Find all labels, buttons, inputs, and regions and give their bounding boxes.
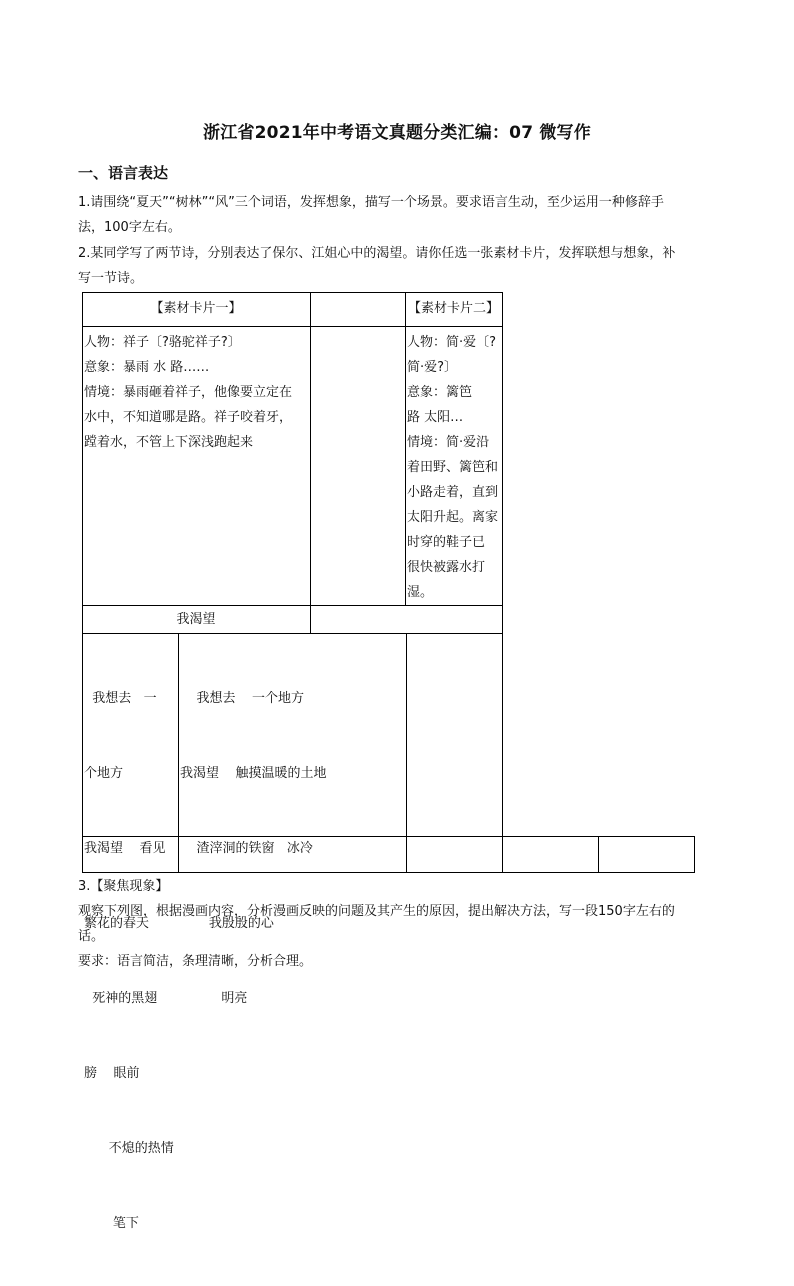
card2-line: 情境：简·爱沿: [407, 435, 490, 450]
question-1-line: 法，100字左右。: [78, 220, 181, 235]
poem2-line: 我渴望 触摸温暖的土地: [180, 766, 327, 781]
table-rule: [82, 836, 695, 837]
poem2-line: 明亮: [180, 991, 248, 1006]
card1-content: [84, 330, 292, 455]
table-rule: [82, 605, 503, 606]
card2-line: 路 太阳…: [407, 410, 464, 425]
card2-line: 人物：简·爱〔?: [407, 335, 497, 350]
card2-line: 小路走着，直到: [407, 485, 499, 500]
question-3-line: 观察下列图，根据漫画内容，分析漫画反映的问题及其产生的原因，提出解决方法，写一段150字左右的: [78, 904, 675, 919]
table-rule: [82, 872, 695, 873]
poem1-line: 不熄的热情: [84, 1141, 174, 1156]
question-2: [78, 241, 723, 291]
card2-line: 湿。: [407, 585, 434, 600]
question-3-label: 3.【聚焦现象】: [78, 879, 169, 894]
question-1-line: 1.请围绕“夏天”“树林”“风”三个词语，发挥想象，描写一个场景。要求语言生动，至少运用一种修辞手: [78, 195, 664, 210]
question-3-requirement: 要求：语言简洁，条理清晰，分析合理。: [78, 954, 313, 969]
poem1-line: 死神的黑翅: [84, 991, 158, 1006]
card1-line: 蹚着水，不管上下深浅跑起来: [84, 435, 254, 450]
card1-line: 意象：暴雨 水 路……: [84, 360, 210, 375]
card1-header: 【素材卡片一】: [150, 301, 242, 316]
card2-line: 太阳升起。离家: [407, 510, 499, 525]
poem1-line: 个地方: [84, 766, 124, 781]
card2-line: 着田野、篱笆和: [407, 460, 499, 475]
table-rule: [405, 292, 406, 606]
table-rule: [598, 836, 599, 873]
section-heading: 一、语言表达: [78, 164, 169, 182]
table-rule: [82, 633, 503, 634]
poem1-line: 笔下: [84, 1216, 139, 1231]
table-rule: [694, 836, 695, 873]
question-2-line: 写一节诗。: [78, 271, 144, 286]
card2-line: 简·爱?〕: [407, 360, 458, 375]
card1-line: 人物：祥子〔?骆驼祥子?〕: [84, 335, 241, 350]
table-rule: [406, 633, 407, 873]
table-rule: [82, 292, 503, 293]
card1-line: 情境：暴雨砸着祥子，他像要立定在: [84, 385, 293, 400]
card2-line: 时穿的鞋子已: [407, 535, 486, 550]
page-title: 浙江省2021年中考语文真题分类汇编：07 微写作: [203, 123, 591, 143]
table-rule: [82, 292, 83, 873]
question-2-line: 2.某同学写了两节诗，分别表达了保尔、江姐心中的渴望。请你任选一张素材卡片，发挥联想与想象，补: [78, 246, 676, 261]
table-rule: [178, 633, 179, 873]
poem1-line: 我渴望 看见: [84, 841, 166, 856]
question-3-line: 话。: [78, 929, 105, 944]
poem2-line: 渣滓洞的铁窗 冰冷: [180, 841, 313, 856]
table-rule: [310, 292, 311, 634]
card2-content: [407, 330, 498, 605]
poem1-line: 我想去 一: [84, 691, 157, 706]
table-rule: [502, 292, 503, 873]
card2-line: 意象：篱笆: [407, 385, 473, 400]
poem2-content: [180, 636, 327, 1061]
card1-line: 水中，不知道哪是路。祥子咬着牙，: [84, 410, 293, 425]
card2-header: 【素材卡片二】: [407, 301, 499, 316]
card2-line: 很快被露水打: [407, 560, 486, 575]
question-1: [78, 190, 723, 240]
poem2-line: 我想去 一个地方: [180, 691, 305, 706]
wish-label: 我渴望: [176, 612, 216, 627]
poem1-line: 繁花的春天: [84, 916, 150, 931]
poem1-line: 膀 眼前: [84, 1066, 140, 1081]
table-rule: [82, 326, 503, 327]
question-3: [78, 874, 723, 974]
poem2-line: 我殷殷的心: [180, 916, 274, 931]
